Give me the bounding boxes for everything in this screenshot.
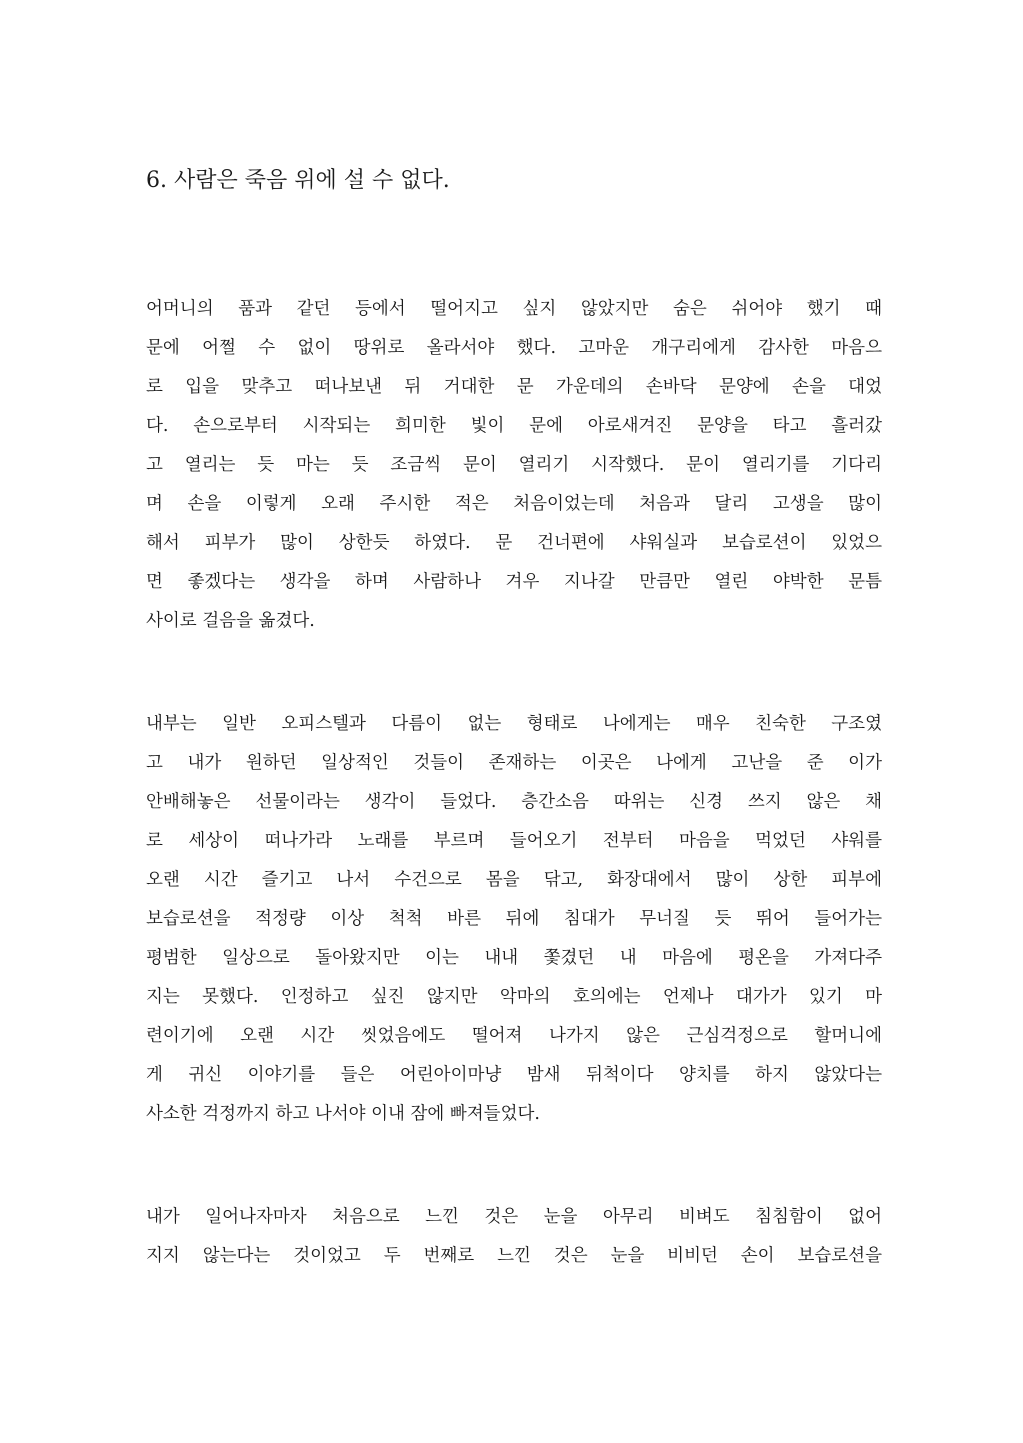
paragraph-line: 평범한 일상으로 돌아왔지만 이는 내내 쫓겼던 내 마음에 평온을 가져다주	[146, 948, 882, 968]
paragraph-line: 보습로션을 적정량 이상 척척 바른 뒤에 침대가 무너질 듯 뛰어 들어가는	[146, 909, 882, 929]
paragraph-line: 지는 못했다. 인정하고 싶진 않지만 악마의 호의에는 언제나 대가가 있기 마	[146, 987, 882, 1007]
paragraph-line: 내부는 일반 오피스텔과 다름이 없는 형태로 나에게는 매우 친숙한 구조였	[146, 714, 882, 734]
paragraph-line: 게 귀신 이야기를 들은 어린아이마냥 밤새 뒤척이다 양치를 하지 않았다는	[146, 1065, 882, 1085]
paragraph-line: 고 내가 원하던 일상적인 것들이 존재하는 이곳은 나에게 고난을 준 이가	[146, 753, 882, 773]
paragraph-line: 로 세상이 떠나가라 노래를 부르며 들어오기 전부터 마음을 먹었던 샤워를	[146, 831, 882, 851]
paragraph-line: 어머니의 품과 같던 등에서 떨어지고 싶지 않았지만 숨은 쉬어야 했기 때	[146, 299, 882, 319]
paragraph	[146, 290, 882, 641]
chapter-title: 6. 사람은 죽음 위에 설 수 없다.	[146, 168, 450, 193]
paragraph-line: 며 손을 이렇게 오래 주시한 적은 처음이었는데 처음과 달리 고생을 많이	[146, 494, 882, 514]
paragraph-line: 지지 않는다는 것이었고 두 번째로 느낀 것은 눈을 비비던 손이 보습로션을	[146, 1246, 882, 1266]
paragraph-line: 사이로 걸음을 옮겼다.	[146, 611, 315, 631]
paragraph-line: 문에 어쩔 수 없이 땅위로 올라서야 했다. 고마운 개구리에게 감사한 마음으	[146, 338, 882, 358]
paragraph-line: 다. 손으로부터 시작되는 희미한 빛이 문에 아로새겨진 문양을 타고 흘러갔	[146, 416, 882, 436]
paragraph-line: 련이기에 오랜 시간 씻었음에도 떨어져 나가지 않은 근심걱정으로 할머니에	[146, 1026, 882, 1046]
paragraph-line: 로 입을 맞추고 떠나보낸 뒤 거대한 문 가운데의 손바닥 문양에 손을 대었	[146, 377, 882, 397]
paragraph	[146, 705, 882, 1134]
paragraph-line: 해서 피부가 많이 상한듯 하였다. 문 건너편에 샤워실과 보습로션이 있었으	[146, 533, 882, 553]
paragraph-line: 사소한 걱정까지 하고 나서야 이내 잠에 빠져들었다.	[146, 1104, 540, 1124]
paragraph	[146, 1198, 882, 1276]
paragraph-line: 안배해놓은 선물이라는 생각이 들었다. 층간소음 따위는 신경 쓰지 않은 채	[146, 792, 882, 812]
paragraph-line: 오랜 시간 즐기고 나서 수건으로 몸을 닦고, 화장대에서 많이 상한 피부에	[146, 870, 882, 890]
paragraph-line: 면 좋겠다는 생각을 하며 사람하나 겨우 지나갈 만큼만 열린 야박한 문틈	[146, 572, 882, 592]
paragraph-line: 내가 일어나자마자 처음으로 느낀 것은 눈을 아무리 비벼도 침침함이 없어	[146, 1207, 882, 1227]
paragraph-line: 고 열리는 듯 마는 듯 조금씩 문이 열리기 시작했다. 문이 열리기를 기다리	[146, 455, 882, 475]
